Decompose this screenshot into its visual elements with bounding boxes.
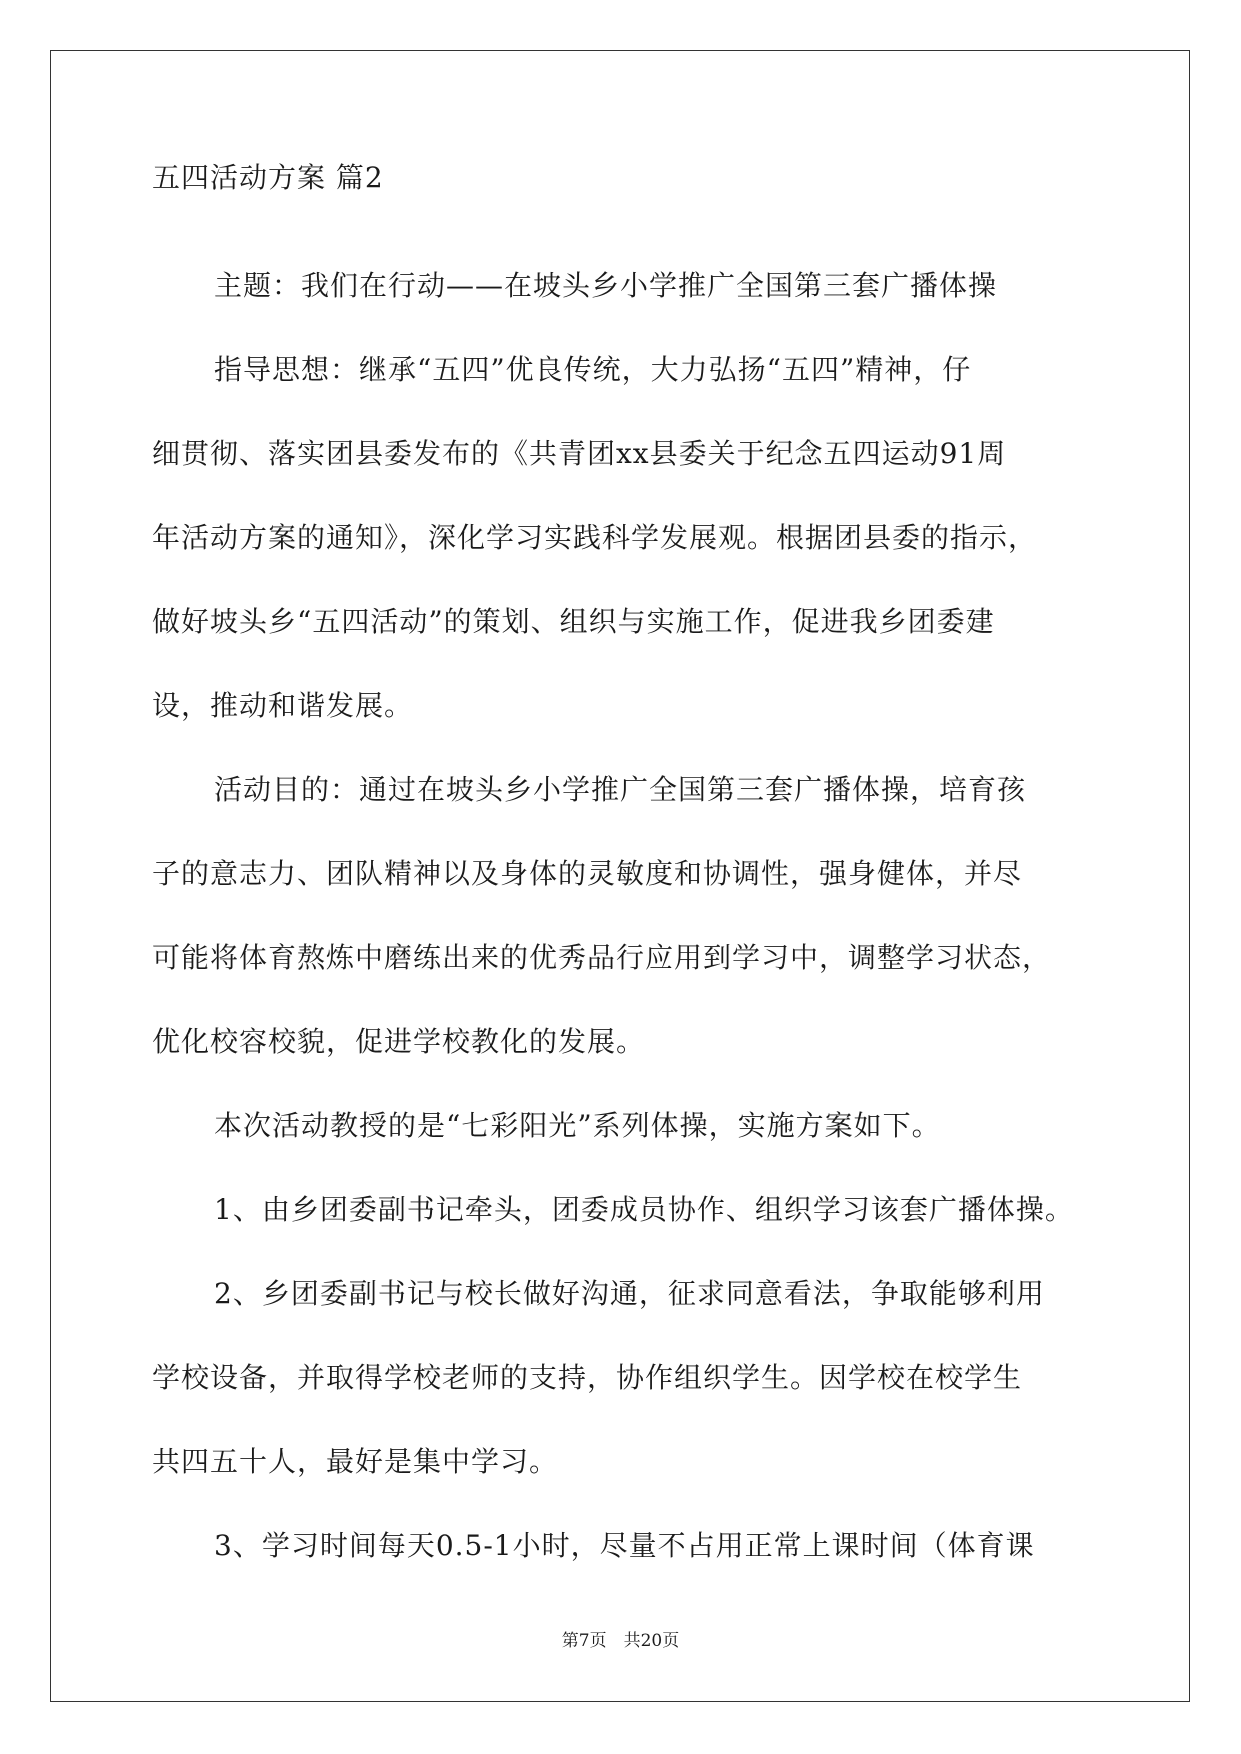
text-line: 共四五十人，最好是集中学习。 <box>152 1445 559 1478</box>
text-line: 子的意志力、团队精神以及身体的灵敏度和协调性，强身健体，并尽 <box>152 857 1023 890</box>
document-body <box>152 160 1092 1588</box>
text-line: 设，推动和谐发展。 <box>152 689 414 722</box>
text-line: 学校设备，并取得学校老师的支持，协作组织学生。因学校在校学生 <box>152 1361 1023 1394</box>
text-line: 3、学习时间每天0.5-1小时，尽量不占用正常上课时间（体育课 <box>214 1529 1035 1562</box>
text-line: 年活动方案的通知》，深化学习实践科学发展观。根据团县委的指示， <box>152 521 1038 554</box>
text-line: 细贯彻、落实团县委发布的《共青团xx县委关于纪念五四运动91周 <box>152 437 1007 470</box>
text-line: 可能将体育熬炼中磨练出来的优秀品行应用到学习中，调整学习状态， <box>152 941 1052 974</box>
text-line: 1、由乡团委副书记牵头，团委成员协作、组织学习该套广播体操。 <box>214 1193 1074 1226</box>
text-line: 本次活动教授的是“七彩阳光”系列体操，实施方案如下。 <box>214 1109 941 1142</box>
text-line: 主题：我们在行动——在坡头乡小学推广全国第三套广播体操 <box>214 269 998 302</box>
text-line: 2、乡团委副书记与校长做好沟通，征求同意看法，争取能够利用 <box>214 1277 1045 1310</box>
section-heading: 五四活动方案 篇2 <box>152 161 384 194</box>
text-line: 做好坡头乡“五四活动”的策划、组织与实施工作，促进我乡团委建 <box>152 605 995 638</box>
page-footer: 第7页 共20页 <box>561 1631 680 1651</box>
text-line: 指导思想：继承“五四”优良传统，大力弘扬“五四”精神，仔 <box>214 353 972 386</box>
text-line: 活动目的：通过在坡头乡小学推广全国第三套广播体操，培育孩 <box>214 773 1027 806</box>
paragraph-lines <box>152 244 1092 1588</box>
text-line: 优化校容校貌，促进学校教化的发展。 <box>152 1025 646 1058</box>
